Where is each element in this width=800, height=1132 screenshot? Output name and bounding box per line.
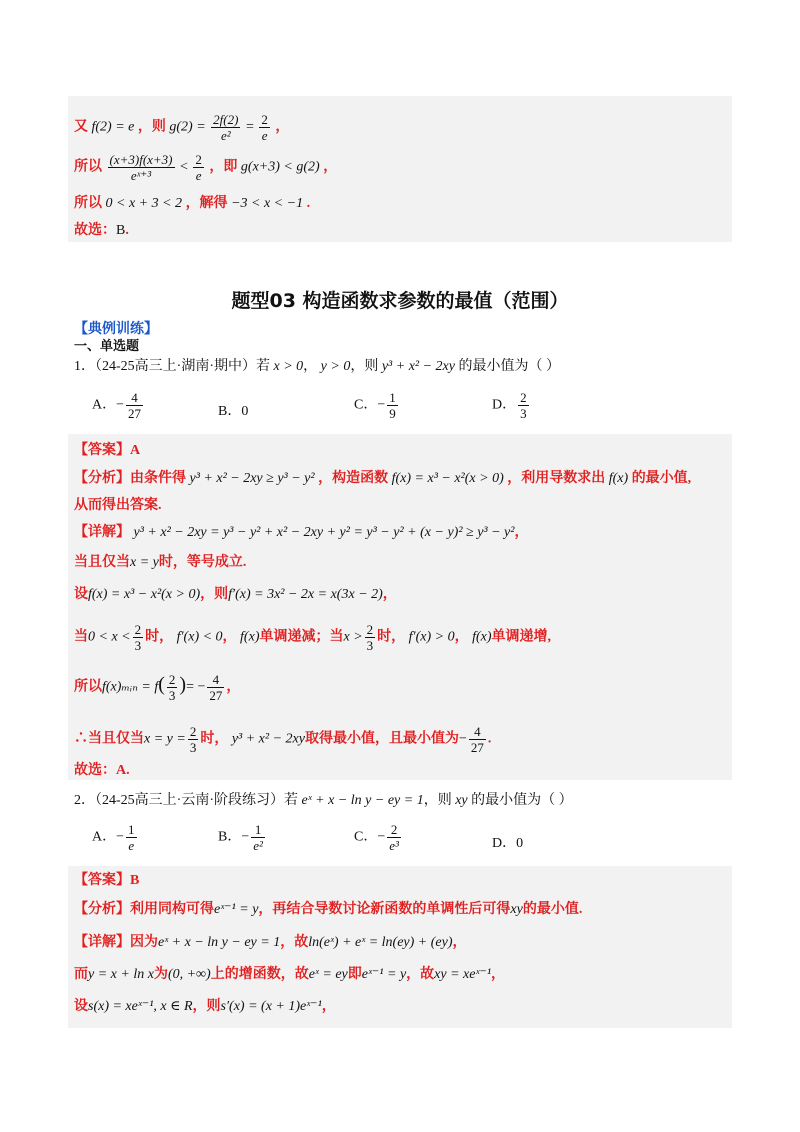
text: 1．（24-25高三上·湖南·期中）若 <box>74 359 270 374</box>
text: ， <box>323 159 338 175</box>
q2-detail-3: 设s(x) = xeˣ⁻¹, x ∈ R，则s′(x) = (x + 1)eˣ⁻¹， <box>74 999 336 1014</box>
top-line-4 <box>74 222 129 240</box>
top-line-3 <box>74 195 310 213</box>
text: ，则 <box>350 359 379 374</box>
q1-analysis: 【分析】由条件得 y³ + x² − 2xy ≥ y³ − y² ，构造函数 f(x) = x³ − x²(x > 0) ，利用导数求出 f(x) 的最小值, <box>74 471 692 486</box>
math: < <box>180 159 188 175</box>
text: 的最小值为（ ） <box>458 359 560 374</box>
math: = <box>245 119 254 135</box>
q2-option-a[interactable]: A．− $\frac{1}{e}$ <box>92 822 135 853</box>
math: x > 0 <box>273 359 304 374</box>
q2-option-d[interactable]: D．0 <box>492 836 524 851</box>
q1-answer: 【答案】A <box>74 443 141 458</box>
q1-option-a[interactable]: A．− $\frac{4}{27}$ <box>92 390 142 421</box>
text: 所以 <box>74 196 102 211</box>
fraction: $\frac{(x+3)f(x+3)}{\text{eˣ⁺³}}$ <box>109 152 173 183</box>
q2-analysis: 【分析】利用同构可得eˣ⁻¹ = y，再结合导数讨论新函数的单调性后可得xy的最小值. <box>74 902 583 917</box>
single-choice-heading: 一、单选题 <box>74 339 140 354</box>
math: B <box>116 223 126 238</box>
q1-detail-4: 当0 < x < $\frac{2}{3}$ 时， f′(x) < 0， f(x)单调递减；当x > $\frac{2}{3}$ 时， f′(x) > 0， f(x)单调递增, <box>74 622 552 653</box>
text: ，则 <box>137 119 166 135</box>
math: f(2) = e <box>91 119 135 135</box>
text: 又 <box>74 119 88 135</box>
text: ， <box>303 359 318 374</box>
fraction: $\frac{2}{e}$ <box>195 152 202 183</box>
q1-analysis-cont: 从而得出答案. <box>74 498 162 513</box>
q1-option-d[interactable]: D． $\frac{2}{3}$ <box>492 390 527 421</box>
q1-option-c[interactable]: C．− $\frac{1}{9}$ <box>354 390 396 421</box>
q2-option-c[interactable]: C．− $\frac{2}{\text{e³}}$ <box>354 822 399 853</box>
q1-detail-2: 当且仅当x = y时，等号成立. <box>74 555 247 570</box>
top-line-2 <box>74 152 337 183</box>
text: ，解得 <box>185 196 228 211</box>
section-title: 题型03 构造函数求参数的最值（范围） <box>231 290 569 312</box>
q1-choice: 故选：A. <box>74 763 130 778</box>
text: . <box>306 196 311 211</box>
math: y > 0 <box>320 359 351 374</box>
q1-detail-1: 【详解】 y³ + x² − 2xy = y³ − y² + x² − 2xy + y² = y³ − y² + (x − y)² ≥ y³ − y²， <box>74 525 529 540</box>
q1-stem <box>74 358 560 376</box>
text: ，即 <box>209 159 238 175</box>
math: y³ + x² − 2xy <box>381 359 455 374</box>
text: . <box>125 223 129 238</box>
q1-detail-6: ∴当且仅当x = y = $\frac{2}{3}$ 时， y³ + x² − 2xy取得最小值，且最小值为− $\frac{4}{27}$ . <box>74 724 492 755</box>
q2-stem: 2．（24-25高三上·云南·阶段练习）若 eˣ + x − ln y − ey = 1，则 xy 的最小值为（ ） <box>74 793 573 808</box>
typical-heading: 【典例训练】 <box>74 321 158 337</box>
q2-detail-2: 而y = x + ln x为(0, +∞)上的增函数，故eˣ = ey即eˣ⁻¹ = y，故xy = xeˣ⁻¹， <box>74 967 506 982</box>
math: g(2) = <box>169 119 206 135</box>
top-line-1 <box>74 112 289 143</box>
q2-option-b[interactable]: B．− $\frac{1}{\text{e²}}$ <box>218 822 263 853</box>
fraction: $\frac{2f(2)}{\text{e²}}$ <box>213 112 239 143</box>
math: −3 < x < −1 <box>231 196 304 211</box>
text: ， <box>275 119 290 135</box>
q1-option-b[interactable]: B．0 <box>218 404 249 419</box>
q1-detail-5: 所以f(x)ₘᵢₙ = f( $\frac{2}{3}$ )= − $\frac{4}{27}$ ， <box>74 672 241 703</box>
fraction: $\frac{2}{e}$ <box>261 112 268 143</box>
q2-detail-1: 【详解】因为eˣ + x − ln y − ey = 1，故ln(eˣ) + eˣ = ln(ey) + (ey)， <box>74 935 467 950</box>
text: 所以 <box>74 159 102 175</box>
math: g(x+3) < g(2) <box>240 159 320 175</box>
text: 故选： <box>74 223 116 238</box>
q2-answer: 【答案】B <box>74 873 140 888</box>
q1-detail-3: 设f(x) = x³ − x²(x > 0)，则f′(x) = 3x² − 2x = x(3x − 2)， <box>74 587 397 602</box>
math: 0 < x + 3 < 2 <box>105 196 183 211</box>
